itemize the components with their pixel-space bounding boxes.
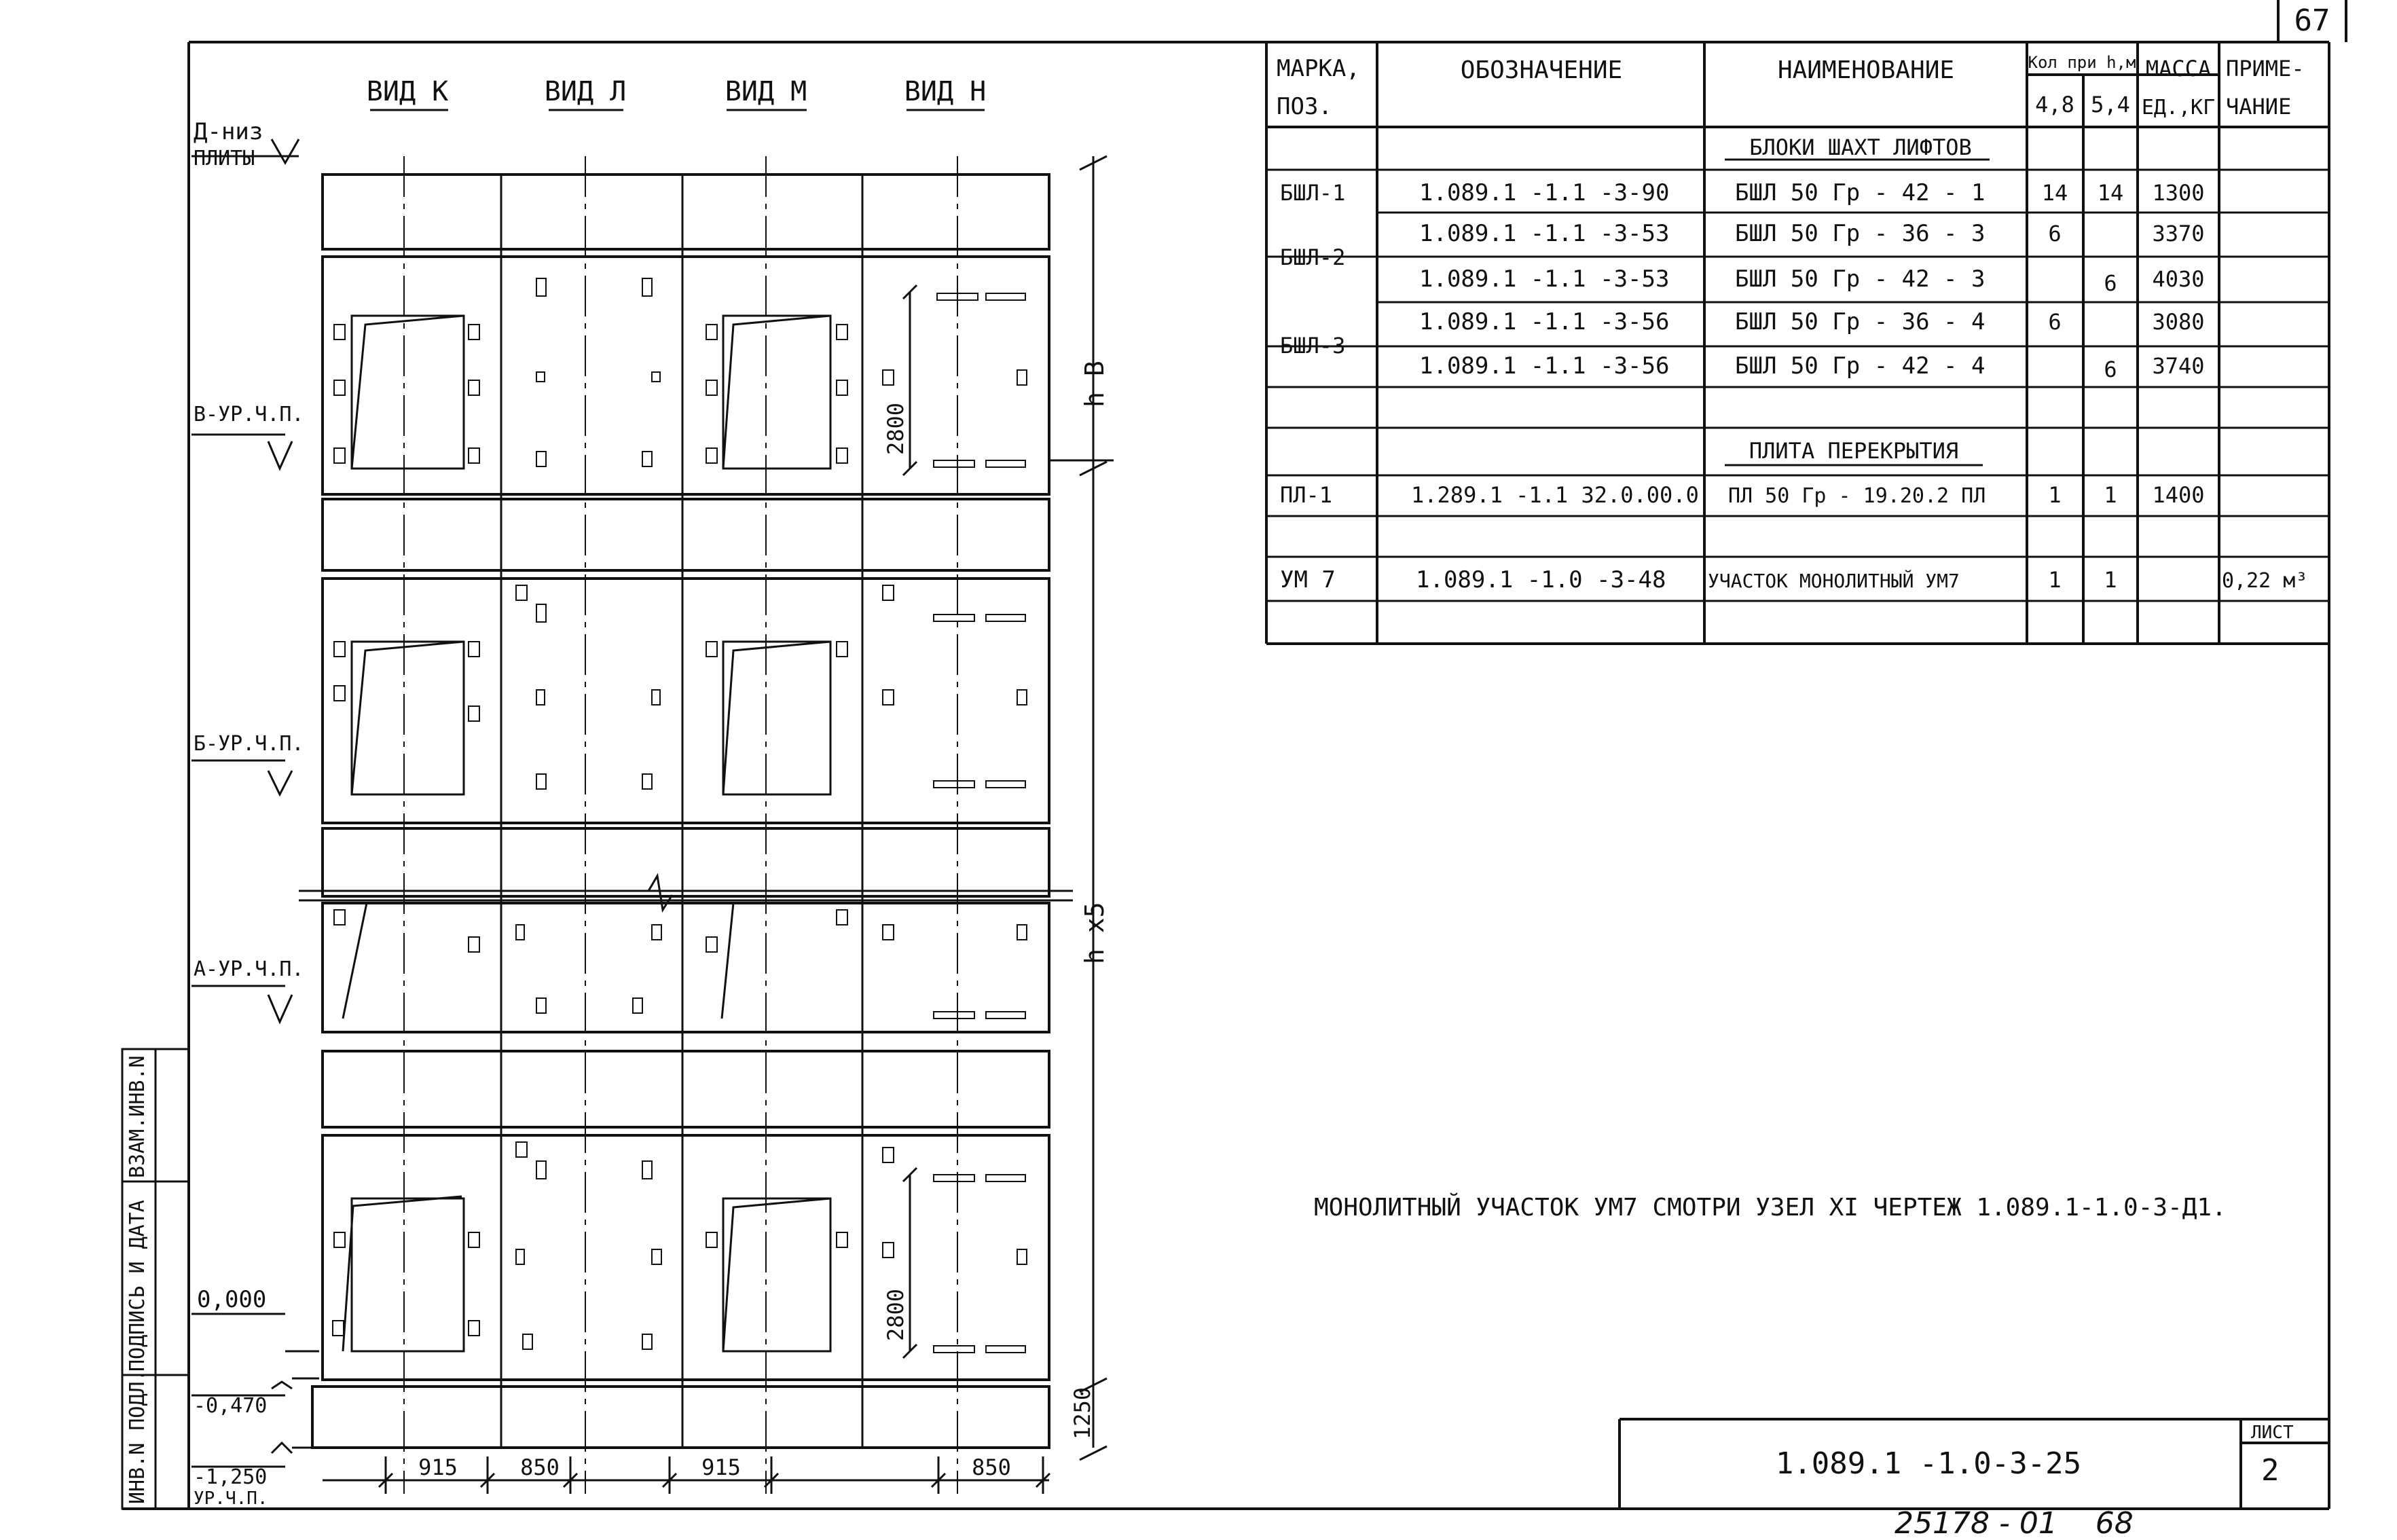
row6-k48: 1: [2048, 567, 2062, 593]
view-headers: [367, 76, 986, 110]
dim-850-a: 850: [520, 1454, 560, 1480]
level-a: А-УР.Ч.П.: [194, 957, 304, 981]
row3-naim: БШЛ 50 Гр - 36 - 4: [1735, 308, 1986, 335]
row1-mass: 3370: [2152, 221, 2205, 246]
row0-obozn: 1.089.1 -1.1 -3-90: [1419, 179, 1670, 206]
row0-k54: 14: [2097, 180, 2124, 206]
hdr-massa-1: МАССА: [2145, 56, 2212, 81]
hdr-naimenovanie: НАИМЕНОВАНИЕ: [1777, 56, 1955, 84]
row6-marka: УМ 7: [1280, 566, 1336, 593]
row5-naim: ПЛ 50 Гр - 19.20.2 ПЛ: [1728, 484, 1986, 508]
sheet-frame: [122, 0, 2346, 1509]
row5-marka: ПЛ-1: [1280, 482, 1333, 508]
level-m125-sub: УР.Ч.П.: [194, 1488, 268, 1509]
view-n-label: ВИД Н: [904, 76, 987, 107]
hdr-oboznachenie: ОБОЗНАЧЕНИЕ: [1460, 56, 1623, 84]
hdr-kol: Кол при h,м: [2028, 53, 2136, 72]
row5-mass: 1400: [2152, 482, 2205, 508]
row4-k54: 6: [2104, 356, 2117, 382]
row1-obozn: 1.089.1 -1.1 -3-53: [1419, 220, 1670, 247]
stamp-inv-podl: ИНВ.N ПОДЛ.: [126, 1369, 149, 1504]
title-list-num: 2: [2261, 1453, 2280, 1488]
level-m047: -0,470: [194, 1394, 268, 1418]
row1-naim: БШЛ 50 Гр - 36 - 3: [1735, 220, 1986, 247]
hdr-prim-1: ПРИМЕ-: [2226, 56, 2305, 81]
dim-hv: h В: [1080, 361, 1110, 407]
row0-mass: 1300: [2152, 180, 2205, 206]
section-bloki: БЛОКИ ШАХТ ЛИФТОВ: [1749, 134, 1972, 160]
dim-h5: h x5: [1080, 902, 1110, 964]
hdr-marka-1: МАРКА,: [1277, 55, 1360, 82]
dim-915-a: 915: [418, 1454, 458, 1480]
view-m-label: ВИД М: [725, 76, 807, 107]
row6-prim: 0,22 м³: [2222, 569, 2308, 593]
view-k-label: ВИД К: [366, 76, 449, 107]
title-list-label: ЛИСТ: [2251, 1423, 2294, 1443]
elevation-drawing: [299, 156, 1073, 1494]
row3-marka: БШЛ-3: [1280, 333, 1346, 359]
row4-obozn: 1.089.1 -1.1 -3-56: [1419, 352, 1670, 380]
title-code: 1.089.1 -1.0-3-25: [1775, 1446, 2082, 1481]
dimension-texts: [418, 361, 1110, 1480]
row0-k48: 14: [2041, 180, 2068, 206]
row4-mass: 3740: [2152, 353, 2205, 379]
row6-obozn: 1.089.1 -1.0 -3-48: [1416, 566, 1666, 593]
level-plity: ПЛИТЫ: [194, 147, 255, 170]
hdr-marka-2: ПОЗ.: [1277, 93, 1332, 120]
level-zero: 0,000: [197, 1286, 267, 1313]
row0-marka: БШЛ-1: [1280, 180, 1346, 206]
dim-2800-bot: 2800: [883, 1288, 909, 1341]
row4-naim: БШЛ 50 Гр - 42 - 4: [1735, 352, 1986, 380]
hdr-kol-54: 5,4: [2091, 92, 2130, 117]
section-plita: ПЛИТА ПЕРЕКРЫТИЯ: [1749, 438, 1959, 464]
row2-mass: 4030: [2152, 266, 2205, 292]
dim-850-b: 850: [972, 1454, 1011, 1480]
stamp-podpis: ПОДПИСЬ И ДАТА: [126, 1200, 149, 1372]
row2-obozn: 1.089.1 -1.1 -3-53: [1419, 265, 1670, 293]
row5-k48: 1: [2048, 482, 2062, 508]
hdr-prim-2: ЧАНИЕ: [2226, 94, 2292, 120]
dim-2800-top: 2800: [883, 402, 909, 455]
row1-k48: 6: [2048, 221, 2062, 246]
row5-k54: 1: [2104, 482, 2117, 508]
row2-k54: 6: [2104, 270, 2117, 296]
row3-obozn: 1.089.1 -1.1 -3-56: [1419, 308, 1670, 335]
view-l-label: ВИД Л: [544, 76, 627, 107]
spec-table-headers: [1277, 53, 2305, 120]
level-marks: [191, 139, 319, 1467]
level-labels: [194, 118, 304, 1509]
row5-obozn: 1.289.1 -1.1 32.0.00.0: [1411, 482, 1699, 508]
row1-marka: БШЛ-2: [1280, 244, 1346, 270]
level-d-niz: Д-низ: [194, 118, 263, 145]
dim-915-b: 915: [701, 1454, 741, 1480]
hdr-massa-2: ЕД.,КГ: [2141, 96, 2216, 120]
spec-table-grid: [1266, 42, 2329, 644]
row2-naim: БШЛ 50 Гр - 42 - 3: [1735, 265, 1986, 293]
stamp-vzam: ВЗАМ.ИНВ.N: [126, 1055, 149, 1178]
level-b: Б-УР.Ч.П.: [194, 732, 304, 756]
level-v: В-УР.Ч.П.: [194, 403, 304, 426]
row6-k54: 1: [2104, 567, 2117, 593]
bottom-code: 25178 - 01 68: [1895, 1506, 2134, 1540]
note-text: МОНОЛИТНЫЙ УЧАСТОК УМ7 СМОТРИ УЗЕЛ XI ЧЕРТЕЖ 1.089.1-1.0-3-Д1.: [1314, 1194, 2227, 1222]
hdr-kol-48: 4,8: [2035, 92, 2074, 117]
sheet-number: 67: [2294, 3, 2330, 38]
dim-1250: 1250: [1069, 1387, 1095, 1440]
spec-table-body: [1280, 134, 2307, 593]
row0-naim: БШЛ 50 Гр - 42 - 1: [1735, 179, 1986, 206]
row6-naim: УЧАСТОК МОНОЛИТНЫЙ УМ7: [1708, 570, 1960, 592]
row3-mass: 3080: [2152, 309, 2205, 335]
dimension-lines: [323, 156, 1114, 1494]
level-m125: -1,250: [194, 1465, 268, 1489]
row3-k48: 6: [2048, 309, 2062, 335]
